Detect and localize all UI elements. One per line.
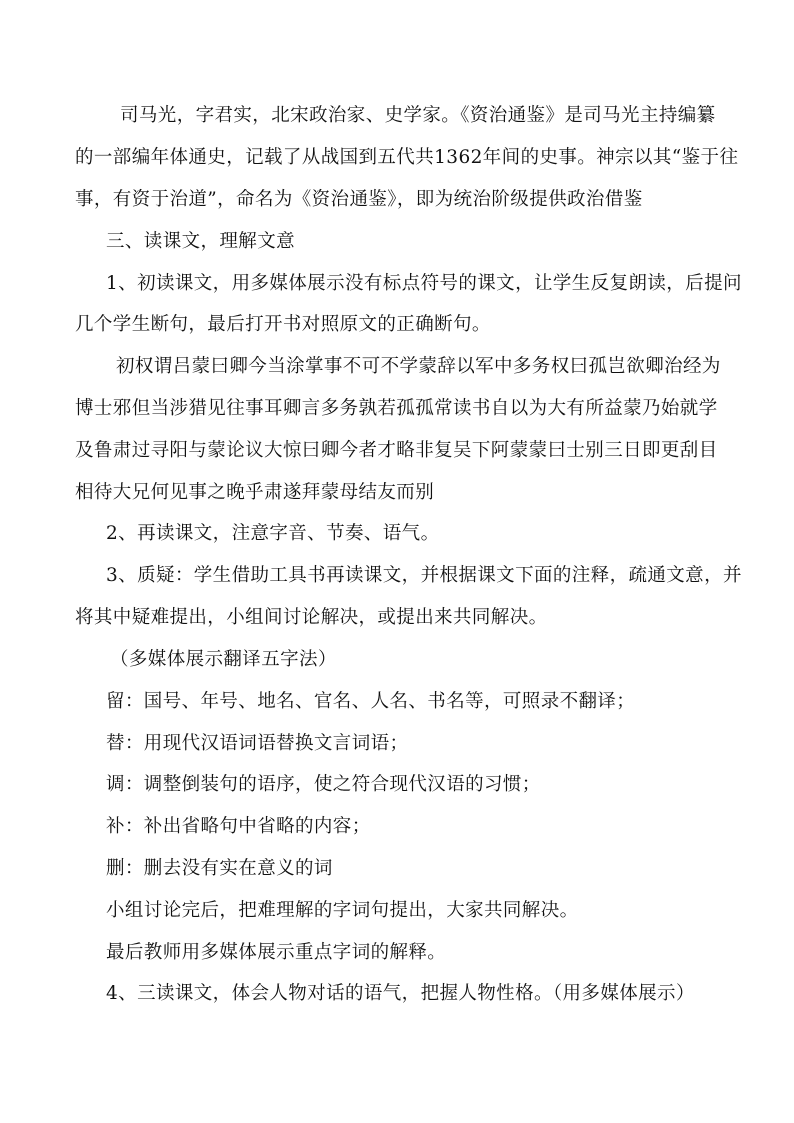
unpunctuated-line-3: 及鲁肃过寻阳与蒙论议大惊曰卿今者才略非复吴下阿蒙蒙曰士别三日即更刮目 [75, 440, 718, 461]
step3-line-2: 将其中疑难提出，小组间讨论解决，或提出来共同解决。 [75, 607, 548, 628]
teacher-explain-line: 最后教师用多媒体展示重点字词的解释。 [106, 942, 447, 963]
step4-line: 4、三读课文，体会人物对话的语气，把握人物性格。（用多媒体展示） [106, 983, 695, 1004]
intro-line-3: 事，有资于治道”，命名为《资治通鉴》，即为统治阶级提供政治借鉴 [75, 189, 643, 210]
five-methods-heading: （多媒体展示翻译五字法） [110, 649, 337, 670]
method-keep: 留：国号、年号、地名、官名、人名、书名等，可照录不翻译； [106, 691, 636, 712]
step2-line: 2、再读课文，注意字音、节奏、语气。 [106, 523, 440, 544]
method-supplement: 补：补出省略句中省略的内容； [106, 816, 371, 837]
section-heading: 三、读课文，理解文意 [106, 231, 296, 252]
intro-line-1: 司马光，字君实，北宋政治家、史学家。《资治通鉴》是司马光主持编纂 [120, 105, 716, 126]
after-discussion-line: 小组讨论完后，把难理解的字词句提出，大家共同解决。 [106, 900, 579, 921]
unpunctuated-line-2: 博士邪但当涉猎见往事耳卿言多务孰若孤孤常读书自以为大有所益蒙乃始就学 [75, 398, 718, 419]
unpunctuated-line-4: 相待大兄何见事之晚乎肃遂拜蒙母结友而别 [75, 482, 435, 503]
step1-line-2: 几个学生断句，最后打开书对照原文的正确断句。 [75, 314, 491, 335]
method-delete: 删：删去没有实在意义的词 [106, 858, 333, 879]
method-replace: 替：用现代汉语词语替换文言词语； [106, 733, 409, 754]
method-adjust: 调：调整倒装句的语序，使之符合现代汉语的习惯； [106, 774, 541, 795]
step3-line-1: 3、质疑：学生借助工具书再读课文，并根据课文下面的注释，疏通文意，并 [106, 565, 742, 586]
unpunctuated-line-1: 初权谓吕蒙曰卿今当涂掌事不可不学蒙辞以军中多务权曰孤岂欲卿治经为 [116, 356, 721, 377]
intro-line-2: 的一部编年体通史，记载了从战国到五代共1362年间的史事。神宗以其“鉴于往 [75, 147, 739, 168]
step1-line-1: 1、初读课文，用多媒体展示没有标点符号的课文，让学生反复朗读，后提问 [106, 273, 742, 294]
